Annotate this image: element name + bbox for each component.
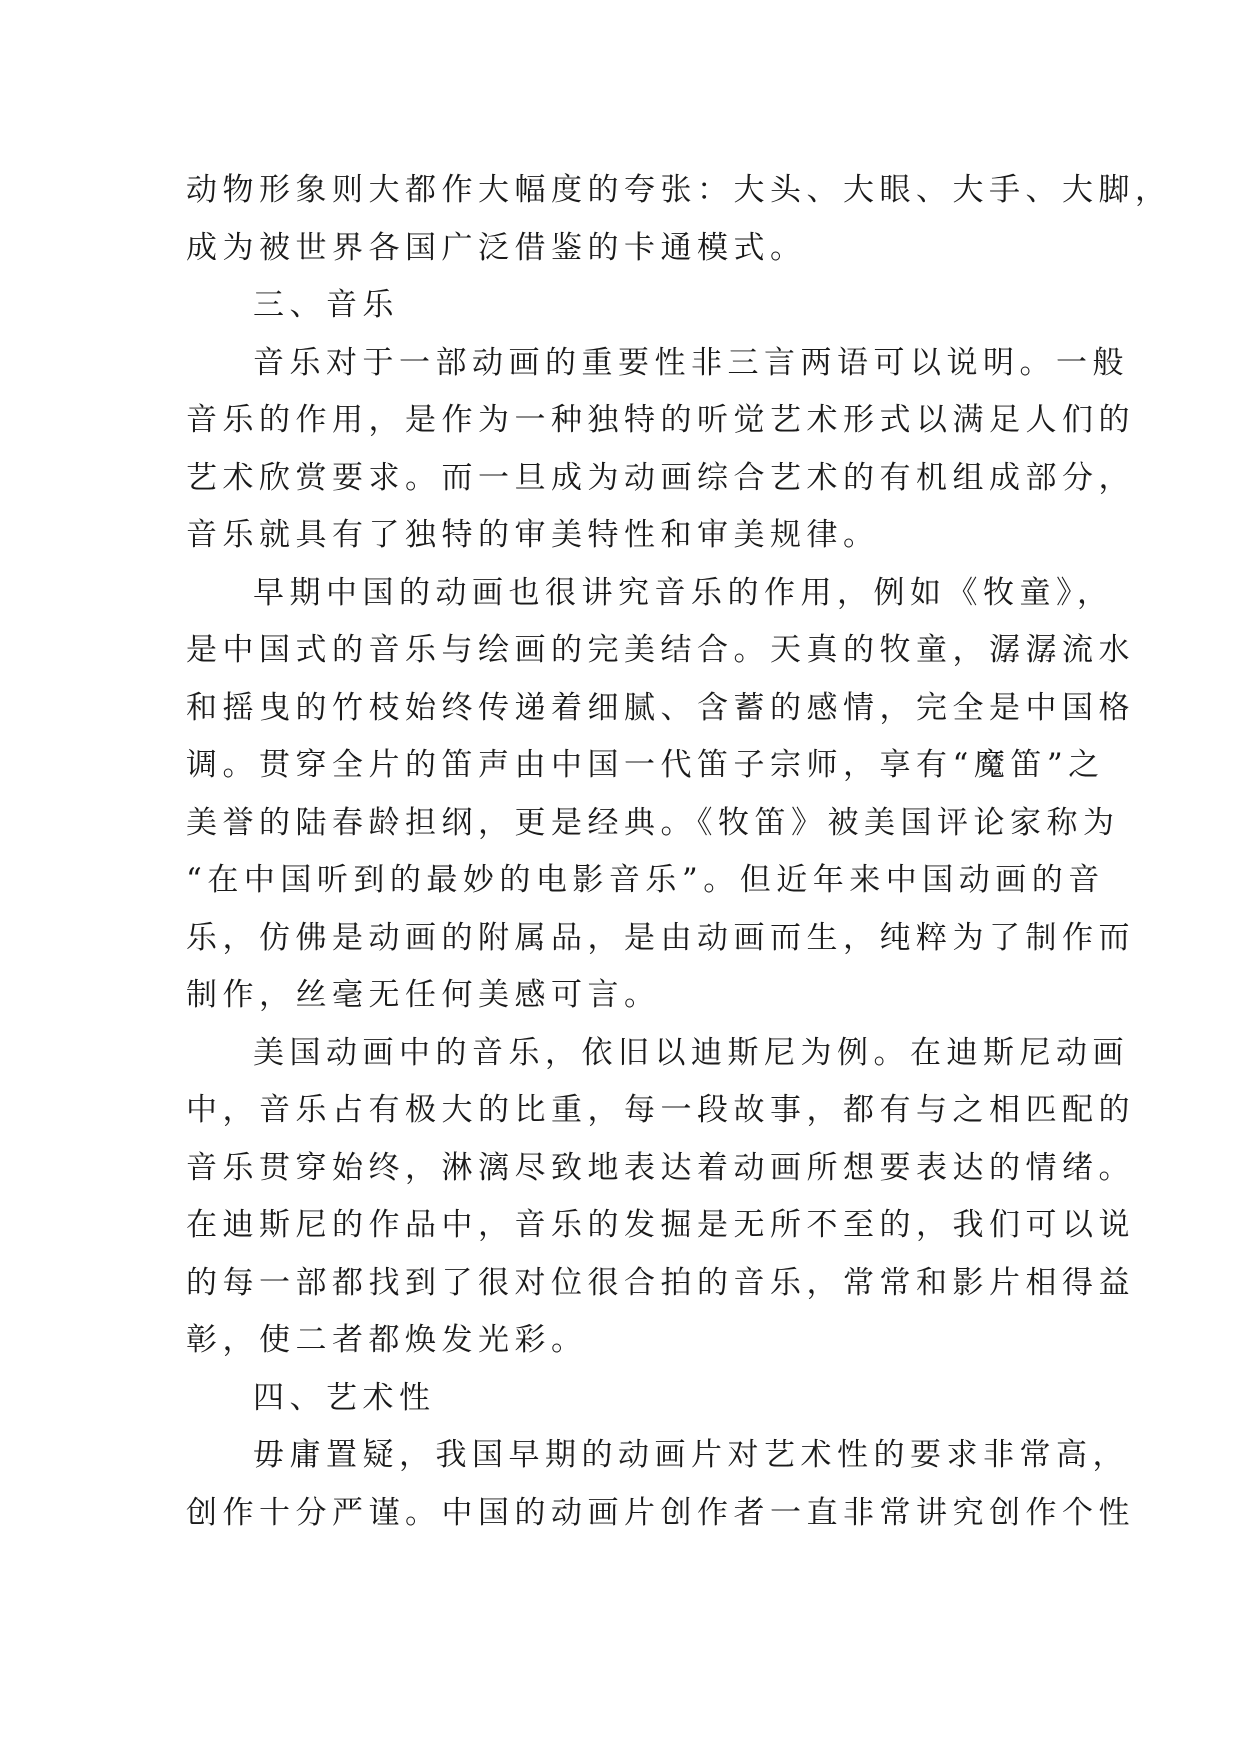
text-line: 早期中国的动画也很讲究音乐的作用，例如《牧童》， <box>253 574 1114 611</box>
text-line: 乐，仿佛是动画的附属品，是由动画而生，纯粹为了制作而 <box>186 919 1135 956</box>
text-line: 的每一部都找到了很对位很合拍的音乐，常常和影片相得益 <box>186 1264 1135 1301</box>
text-line: 调。贯穿全片的笛声由中国一代笛子宗师，享有“魔笛”之 <box>186 747 1105 783</box>
text-line: 音乐对于一部动画的重要性非三言两语可以说明。一般 <box>253 344 1129 381</box>
text-line: 美誉的陆春龄担纲，更是经典。《牧笛》被美国评论家称为 <box>186 804 1120 841</box>
text-line: 艺术欣赏要求。而一旦成为动画综合艺术的有机组成部分， <box>186 459 1135 496</box>
text-line: 创作十分严谨。中国的动画片创作者一直非常讲究创作个性 <box>186 1494 1135 1531</box>
text-line: 音乐的作用，是作为一种独特的听觉艺术形式以满足人们的 <box>186 402 1135 438</box>
text-line: 动物形象则大都作大幅度的夸张：大头、大眼、大手、大脚， <box>186 172 1172 208</box>
text-line: 是中国式的音乐与绘画的完美结合。天真的牧童，潺潺流水 <box>186 632 1135 668</box>
text-line: 成为被世界各国广泛借鉴的卡通模式。 <box>186 229 807 266</box>
text-line: 和摇曳的竹枝始终传递着细腻、含蓄的感情，完全是中国格 <box>186 689 1135 726</box>
section-heading-music: 三、音乐 <box>253 287 399 323</box>
text-line: 制作，丝毫无任何美感可言。 <box>186 977 661 1013</box>
text-line: 彰，使二者都焕发光彩。 <box>186 1322 588 1358</box>
text-line: “在中国听到的最妙的电影音乐”。但近年来中国动画的音 <box>186 862 1105 898</box>
text-line: 在迪斯尼的作品中，音乐的发掘是无所不至的，我们可以说 <box>186 1207 1135 1243</box>
text-line: 毋庸置疑，我国早期的动画片对艺术性的要求非常高， <box>253 1437 1129 1473</box>
section-heading-artistry: 四、艺术性 <box>253 1379 436 1416</box>
document-body <box>186 162 1172 1542</box>
text-line: 音乐贯穿始终，淋漓尽致地表达着动画所想要表达的情绪。 <box>186 1149 1135 1186</box>
text-line: 美国动画中的音乐，依旧以迪斯尼为例。在迪斯尼动画 <box>253 1034 1129 1071</box>
text-line: 音乐就具有了独特的审美特性和审美规律。 <box>186 517 880 553</box>
text-line: 中，音乐占有极大的比重，每一段故事，都有与之相匹配的 <box>186 1092 1135 1128</box>
